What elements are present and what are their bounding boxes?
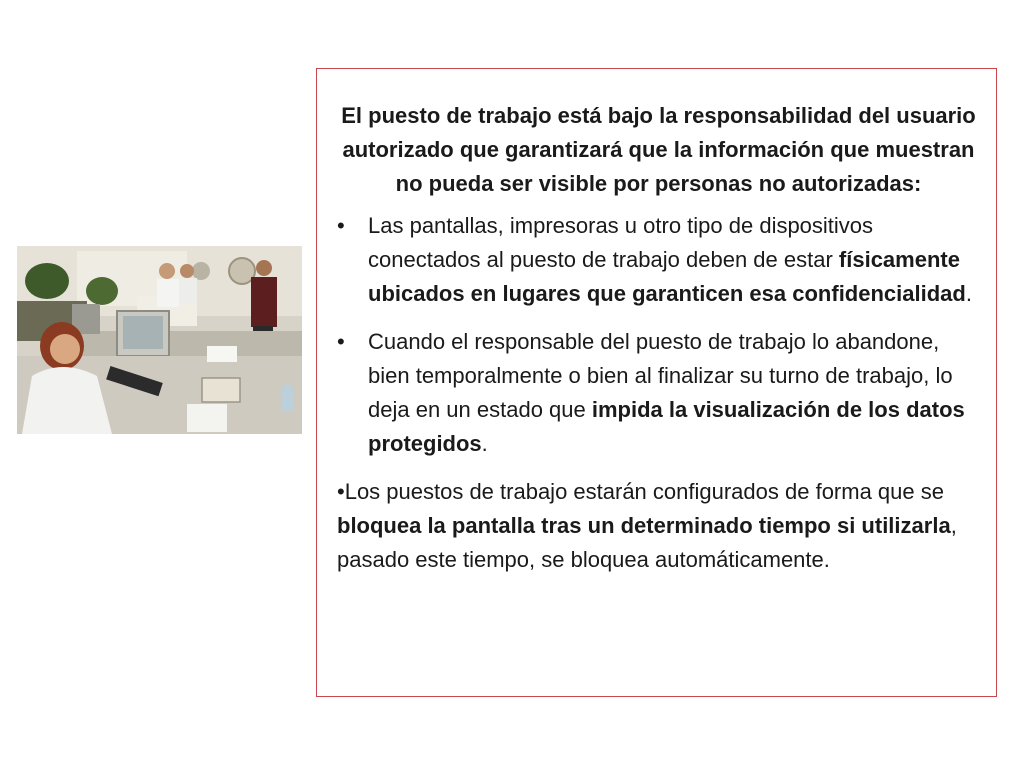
bullet-text: Las pantallas, impresoras u otro tipo de dispositivos conectados al puesto de trabajo deben de estar <box>368 213 874 272</box>
closing-text-end: , pasado este tiempo, se bloquea automáticamente. <box>337 513 957 572</box>
bullet-text-end: . <box>965 281 972 306</box>
heading: El puesto de trabajo está bajo la responsabilidad del usuario autorizado que garantizará que la información que muestran no pueda ser visible por personas no autorizadas: <box>341 103 976 196</box>
bullet-bold-text: impida la visualización de los datos protegidos <box>368 397 965 456</box>
office-photo <box>17 246 302 434</box>
bullet-marker: • <box>337 329 345 354</box>
bullet-item <box>337 209 980 311</box>
office-reception-photo-icon <box>17 246 302 434</box>
closing-bold-text: bloquea la pantalla tras un determinado tiempo si utilizarla <box>337 513 951 538</box>
bullet-text: Cuando el responsable del puesto de trabajo lo abandone, bien temporalmente o bien al finalizar su turno de trabajo, lo deja en un estado que <box>368 329 953 422</box>
content-textbox <box>316 68 997 697</box>
closing-paragraph <box>337 475 980 577</box>
bullet-marker: • <box>337 213 345 238</box>
bullet-item <box>337 325 980 461</box>
closing-text: •Los puestos de trabajo estarán configurados de forma que se <box>337 479 944 504</box>
bullet-text-end: . <box>481 431 488 456</box>
bullet-bold-text: físicamente ubicados en lugares que garanticen esa confidencialidad <box>368 247 966 306</box>
